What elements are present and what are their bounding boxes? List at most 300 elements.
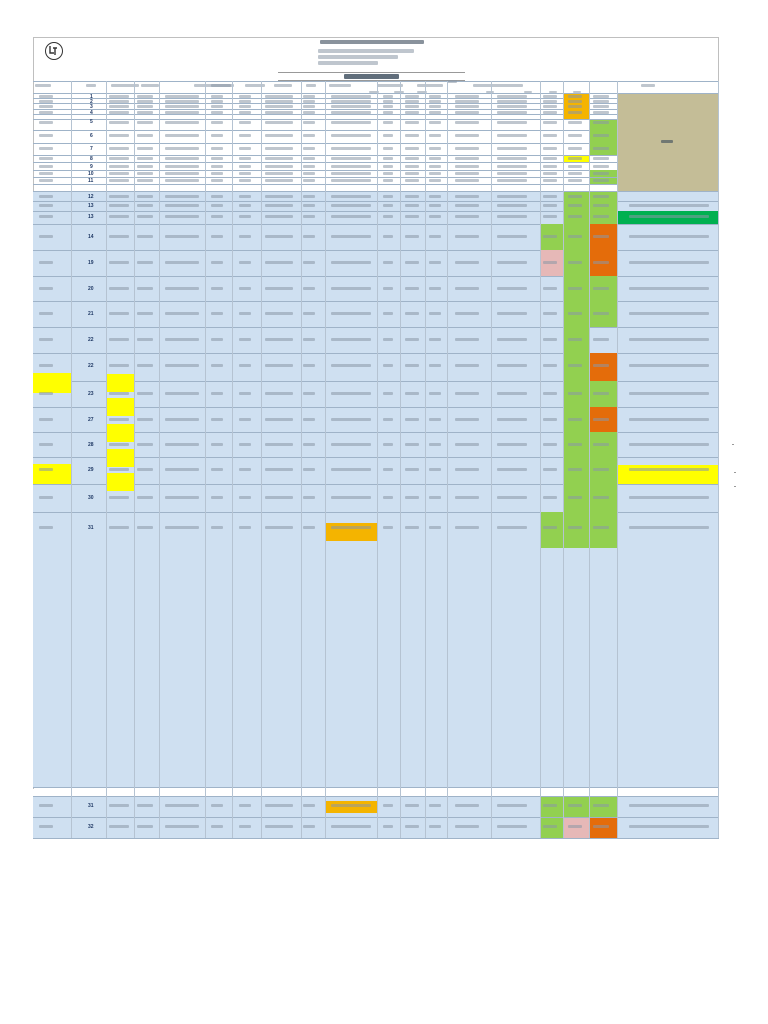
cell-text: [265, 235, 293, 238]
cell-text: [593, 235, 609, 238]
remark-text: [629, 392, 709, 395]
cell-text: [239, 105, 251, 108]
cell-text: [265, 157, 293, 160]
cell-text: [429, 100, 441, 103]
cell-text: [165, 215, 199, 218]
cell-text: [405, 804, 419, 807]
cell-text: [265, 95, 293, 98]
cell-text: [165, 338, 199, 341]
cell-text: [497, 804, 527, 807]
cell-text: [497, 338, 527, 341]
remark-text: [629, 261, 709, 264]
margin-tick: [734, 486, 736, 487]
cell-text: [39, 235, 53, 238]
cell-text: [405, 443, 419, 446]
cell-text: [383, 526, 393, 529]
cell-text: [165, 235, 199, 238]
cell-text: [265, 364, 293, 367]
cell-text: [165, 825, 199, 828]
cell-text: [405, 157, 419, 160]
cell-text: [593, 105, 609, 108]
cell-text: [211, 312, 223, 315]
cell-text: [593, 157, 609, 160]
cell-text: [497, 165, 527, 168]
cell-text: [211, 825, 223, 828]
cell-text: [265, 179, 293, 182]
cell-text: [239, 172, 251, 175]
cell-text: [543, 443, 557, 446]
cell-text: [331, 195, 371, 198]
cell-text: [109, 312, 129, 315]
cell-text: [303, 312, 315, 315]
cell-text: [109, 418, 129, 421]
cell-text: [165, 172, 199, 175]
cell-text: [331, 261, 371, 264]
cell-text: [405, 825, 419, 828]
cell-text: [39, 172, 53, 175]
cell-text: [543, 179, 557, 182]
cell-text: [593, 364, 609, 367]
cell-text: [568, 204, 582, 207]
cell-text: [331, 338, 371, 341]
cell-text: [429, 172, 441, 175]
cell-text: [497, 215, 527, 218]
cell-text: [39, 287, 53, 290]
cell-text: [137, 526, 153, 529]
cell-text: [543, 235, 557, 238]
cell-text: [405, 215, 419, 218]
cell-text: [303, 338, 315, 341]
cell-text: [405, 121, 419, 124]
cell-text: [211, 100, 223, 103]
cell-text: [239, 121, 251, 124]
cell-text: [331, 235, 371, 238]
cell-text: [265, 195, 293, 198]
cell-text: [429, 195, 441, 198]
cell-text: [455, 312, 479, 315]
cell-text: [211, 172, 223, 175]
cell-text: [265, 418, 293, 421]
cell-text: [568, 105, 582, 108]
cell-text: [265, 100, 293, 103]
cell-text: [331, 443, 371, 446]
cell-text: [383, 312, 393, 315]
cell-text: [265, 443, 293, 446]
cell-text: [429, 215, 441, 218]
remark-text: [629, 468, 709, 471]
cell-text: [109, 95, 129, 98]
cell-text: [593, 204, 609, 207]
cell-text: [165, 111, 199, 114]
cell-text: [39, 338, 53, 341]
cell-text: [543, 195, 557, 198]
cell-text: [239, 235, 251, 238]
cell-text: [568, 287, 582, 290]
cell-text: [497, 261, 527, 264]
cell-text: [211, 443, 223, 446]
cell-text: [429, 526, 441, 529]
cell-text: [239, 418, 251, 421]
cell-text: [303, 804, 315, 807]
cell-text: [239, 157, 251, 160]
cell-text: [429, 825, 441, 828]
cell-text: [165, 392, 199, 395]
cell-text: [137, 496, 153, 499]
cell-text: [331, 825, 371, 828]
cell-text: [239, 179, 251, 182]
cell-text: [593, 165, 609, 168]
cell-text: [303, 111, 315, 114]
cell-text: [137, 443, 153, 446]
cell-text: [455, 825, 479, 828]
cell-text: [593, 195, 609, 198]
cell-text: [239, 468, 251, 471]
cell-text: [331, 134, 371, 137]
cell-text: [383, 364, 393, 367]
cell-text: [543, 312, 557, 315]
cell-text: [543, 165, 557, 168]
cell-text: [429, 147, 441, 150]
cell-text: [39, 204, 53, 207]
cell-text: [593, 418, 609, 421]
cell-text: [331, 392, 371, 395]
cell-text: [497, 443, 527, 446]
cell-text: [455, 261, 479, 264]
cell-text: [383, 215, 393, 218]
cell-text: [303, 215, 315, 218]
cell-text: [331, 468, 371, 471]
cell-text: [265, 261, 293, 264]
cell-text: [383, 418, 393, 421]
cell-text: [455, 134, 479, 137]
cell-text: [165, 105, 199, 108]
cell-text: [109, 172, 129, 175]
cell-text: [593, 825, 609, 828]
cell-text: [109, 392, 129, 395]
cell-text: [593, 526, 609, 529]
cell-text: [405, 392, 419, 395]
cell-text: [39, 111, 53, 114]
cell-text: [211, 418, 223, 421]
cell-text: [455, 287, 479, 290]
cell-text: [239, 134, 251, 137]
cell-text: [405, 172, 419, 175]
cell-text: [331, 215, 371, 218]
cell-text: [239, 496, 251, 499]
cell-text: [331, 312, 371, 315]
cell-text: [543, 825, 557, 828]
cell-text: [497, 95, 527, 98]
cell-text: [497, 364, 527, 367]
cell-text: [429, 111, 441, 114]
cell-text: [497, 157, 527, 160]
remark-text: [629, 312, 709, 315]
cell-text: [303, 95, 315, 98]
cell-text: [137, 287, 153, 290]
cell-text: [303, 179, 315, 182]
cell-text: [383, 95, 393, 98]
cell-text: [383, 100, 393, 103]
cell-text: [165, 287, 199, 290]
cell-text: [383, 825, 393, 828]
cell-text: [543, 392, 557, 395]
cell-text: [331, 157, 371, 160]
cell-text: [331, 165, 371, 168]
cell-text: [265, 121, 293, 124]
cell-text: [405, 100, 419, 103]
cell-text: [239, 204, 251, 207]
cell-text: [497, 121, 527, 124]
cell-text: [429, 235, 441, 238]
cell-text: [543, 804, 557, 807]
cell-text: [568, 418, 582, 421]
cell-text: [383, 496, 393, 499]
cell-text: [455, 111, 479, 114]
cell-text: [405, 105, 419, 108]
cell-text: [383, 121, 393, 124]
cell-text: [265, 526, 293, 529]
cell-text: [429, 157, 441, 160]
remark-text: [629, 338, 709, 341]
cell-text: [265, 204, 293, 207]
cell-text: [429, 804, 441, 807]
cell-text: [211, 165, 223, 168]
cell-text: [405, 179, 419, 182]
cell-text: [497, 526, 527, 529]
cell-text: [455, 526, 479, 529]
cell-text: [497, 195, 527, 198]
cell-text: [109, 195, 129, 198]
cell-text: [568, 392, 582, 395]
cell-text: [303, 526, 315, 529]
cell-text: [303, 496, 315, 499]
cell-text: [593, 134, 609, 137]
cell-text: [497, 147, 527, 150]
cell-text: [137, 105, 153, 108]
cell-text: [405, 111, 419, 114]
cell-text: [429, 364, 441, 367]
cell-text: [265, 496, 293, 499]
cell-text: [543, 100, 557, 103]
cell-text: [429, 121, 441, 124]
logo-icon: [45, 42, 63, 60]
remark-text: [629, 825, 709, 828]
cell-text: [568, 195, 582, 198]
cell-text: [239, 111, 251, 114]
cell-text: [593, 179, 609, 182]
cell-text: [455, 364, 479, 367]
cell-text: [331, 121, 371, 124]
cell-text: [543, 418, 557, 421]
cell-text: [39, 165, 53, 168]
cell-text: [429, 418, 441, 421]
cell-text: [331, 100, 371, 103]
cell-text: [543, 157, 557, 160]
cell-text: [455, 121, 479, 124]
cell-text: [593, 172, 609, 175]
cell-text: [303, 392, 315, 395]
cell-text: [497, 312, 527, 315]
cell-text: [405, 468, 419, 471]
cell-text: [211, 468, 223, 471]
cell-text: [239, 312, 251, 315]
cell-text: [568, 95, 582, 98]
cell-text: [383, 204, 393, 207]
cell-text: [39, 364, 53, 367]
cell-text: [429, 443, 441, 446]
cell-text: [211, 261, 223, 264]
cell-text: [568, 157, 582, 160]
cell-text: [137, 468, 153, 471]
cell-text: [265, 111, 293, 114]
cell-text: [331, 172, 371, 175]
cell-text: [239, 526, 251, 529]
cell-text: [137, 157, 153, 160]
cell-text: [265, 804, 293, 807]
cell-text: [331, 287, 371, 290]
cell-text: [39, 121, 53, 124]
cell-text: [109, 261, 129, 264]
cell-text: [593, 261, 609, 264]
cell-text: [165, 134, 199, 137]
cell-text: [137, 179, 153, 182]
cell-text: [455, 804, 479, 807]
cell-text: [137, 261, 153, 264]
cell-text: [405, 195, 419, 198]
cell-text: [383, 172, 393, 175]
cell-text: [165, 121, 199, 124]
cell-text: [593, 111, 609, 114]
cell-text: [303, 364, 315, 367]
cell-text: [429, 134, 441, 137]
cell-text: [593, 95, 609, 98]
cell-text: [405, 418, 419, 421]
cell-text: [211, 95, 223, 98]
cell-text: [137, 804, 153, 807]
cell-text: [137, 134, 153, 137]
spreadsheet-page: 1 2 3 4 5 6 7 8 9 10 11 12 13 13 14 19 20 21 22 22 23 27 28 29 30 31 31 32: [33, 37, 719, 832]
cell-text: [455, 157, 479, 160]
cell-text: [165, 179, 199, 182]
cell-text: [137, 95, 153, 98]
cell-text: [265, 147, 293, 150]
cell-text: [239, 95, 251, 98]
cell-text: [239, 825, 251, 828]
cell-text: [239, 443, 251, 446]
cell-text: [568, 111, 582, 114]
cell-text: [429, 204, 441, 207]
cell-text: [137, 364, 153, 367]
cell-text: [568, 235, 582, 238]
cell-text: [543, 287, 557, 290]
cell-text: [383, 804, 393, 807]
cell-text: [405, 235, 419, 238]
cell-text: [383, 443, 393, 446]
cell-text: [543, 496, 557, 499]
cell-text: [303, 443, 315, 446]
cell-text: [137, 165, 153, 168]
cell-text: [39, 147, 53, 150]
cell-text: [568, 179, 582, 182]
cell-text: [109, 105, 129, 108]
cell-text: [109, 121, 129, 124]
cell-text: [109, 526, 129, 529]
cell-text: [39, 95, 53, 98]
cell-text: [543, 121, 557, 124]
cell-text: [568, 147, 582, 150]
cell-text: [568, 364, 582, 367]
cell-text: [543, 338, 557, 341]
cell-text: [331, 526, 371, 529]
cell-text: [429, 179, 441, 182]
cell-text: [303, 287, 315, 290]
cell-text: [211, 147, 223, 150]
margin-tick: [732, 444, 734, 445]
cell-text: [497, 111, 527, 114]
cell-text: [265, 165, 293, 168]
cell-text: [497, 287, 527, 290]
cell-text: [109, 235, 129, 238]
cell-text: [455, 105, 479, 108]
cell-text: [109, 157, 129, 160]
cell-text: [497, 172, 527, 175]
cell-text: [211, 526, 223, 529]
cell-text: [568, 121, 582, 124]
cell-text: [405, 496, 419, 499]
cell-text: [383, 261, 393, 264]
cell-text: [543, 95, 557, 98]
cell-text: [239, 392, 251, 395]
cell-text: [109, 287, 129, 290]
cell-text: [455, 147, 479, 150]
cell-text: [455, 235, 479, 238]
cell-text: [303, 165, 315, 168]
cell-text: [211, 338, 223, 341]
cell-text: [543, 147, 557, 150]
cell-text: [568, 496, 582, 499]
cell-text: [455, 95, 479, 98]
cell-text: [303, 825, 315, 828]
cell-text: [211, 195, 223, 198]
cell-text: [568, 134, 582, 137]
cell-text: [239, 261, 251, 264]
cell-text: [165, 443, 199, 446]
cell-text: [568, 825, 582, 828]
cell-text: [137, 111, 153, 114]
cell-text: [543, 111, 557, 114]
cell-text: [543, 105, 557, 108]
cell-text: [109, 147, 129, 150]
cell-text: [39, 468, 53, 471]
cell-text: [265, 172, 293, 175]
cell-text: [429, 95, 441, 98]
cell-text: [543, 134, 557, 137]
cell-text: [211, 287, 223, 290]
remark-text: [629, 204, 709, 207]
cell-text: [303, 172, 315, 175]
cell-text: [39, 418, 53, 421]
cell-text: [405, 95, 419, 98]
cell-text: [39, 105, 53, 108]
cell-text: [211, 496, 223, 499]
cell-text: [497, 496, 527, 499]
cell-text: [109, 215, 129, 218]
cell-text: [405, 312, 419, 315]
cell-text: [109, 364, 129, 367]
cell-text: [109, 496, 129, 499]
cell-text: [568, 172, 582, 175]
cell-text: [455, 215, 479, 218]
